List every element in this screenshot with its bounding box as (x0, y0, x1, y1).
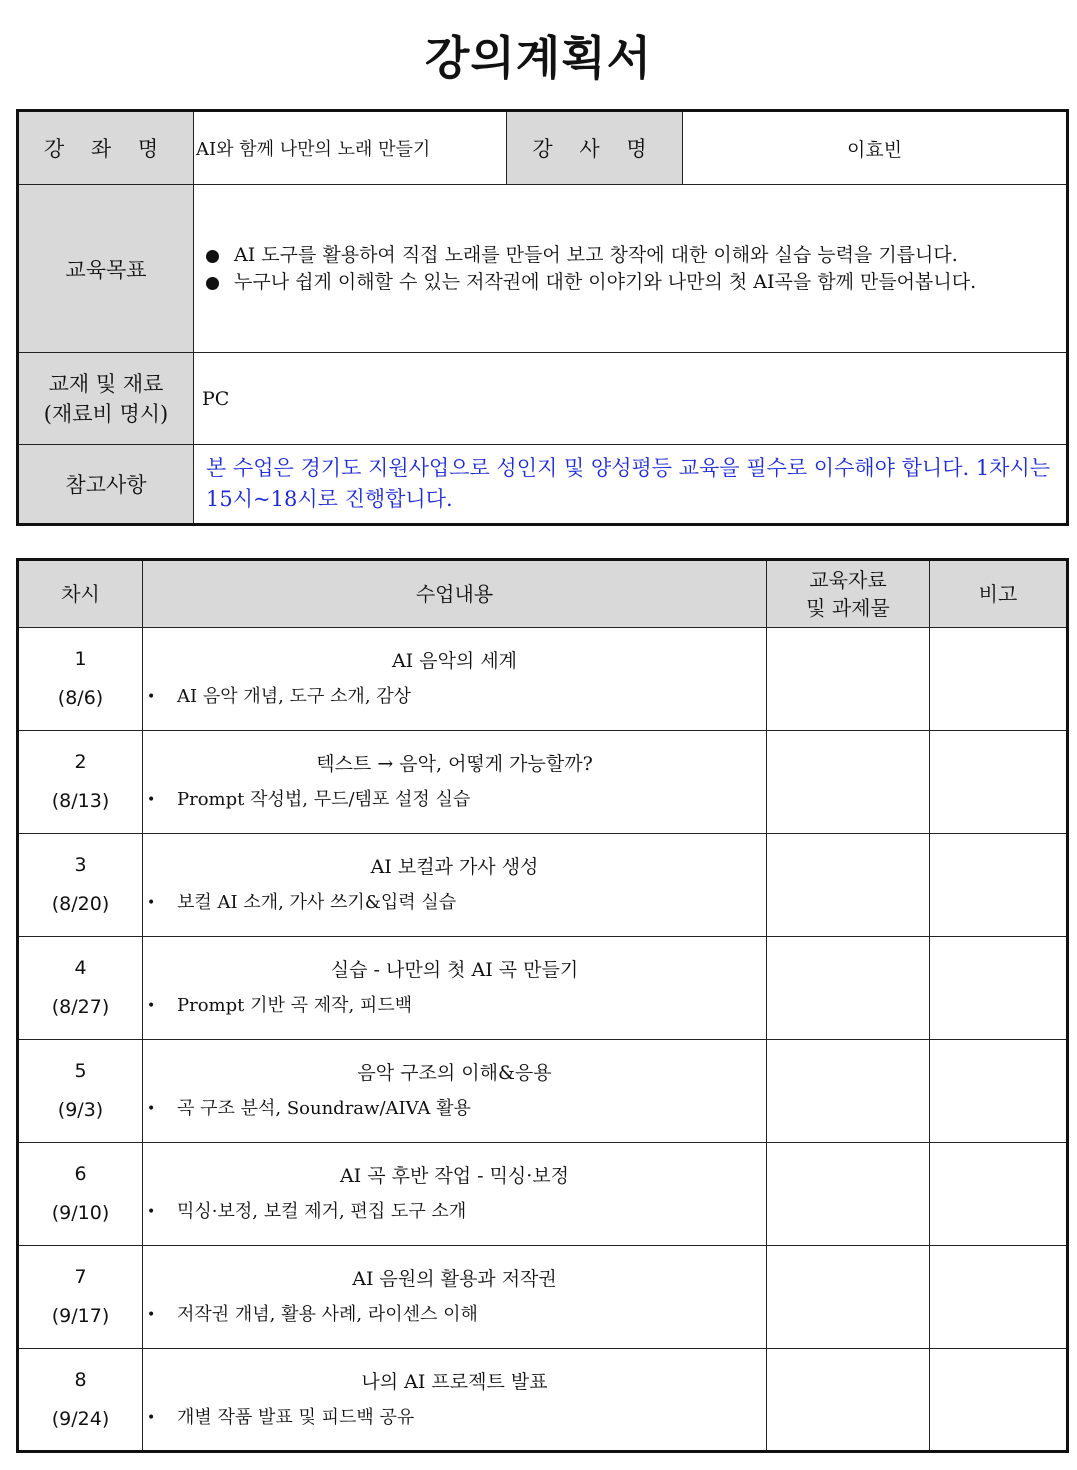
materials-cell (767, 937, 930, 1040)
goal-item: AI 도구를 활용하여 직접 노래를 만들어 보고 창작에 대한 이해와 실습 능력을 기릅니다. (202, 242, 1056, 269)
instructor-value: 이효빈 (683, 111, 1068, 185)
materials-cell (767, 1349, 930, 1452)
session-number: 7 (74, 1266, 87, 1288)
remarks-cell (930, 1349, 1068, 1452)
content-title: 실습 - 나만의 첫 AI 곡 만들기 (330, 959, 579, 981)
table-row (18, 1143, 1068, 1246)
session-cell (18, 834, 143, 937)
materials-cell (767, 1143, 930, 1246)
content-cell (143, 628, 767, 731)
page-title: 강의계획서 (424, 31, 653, 85)
session-date: (9/17) (51, 1305, 110, 1327)
session-date: (8/6) (57, 687, 104, 709)
session-number: 4 (74, 957, 87, 979)
materials-value: PC (194, 353, 1068, 445)
session-cell (18, 1349, 143, 1452)
session-date: (8/13) (51, 790, 110, 812)
remarks-cell (930, 1246, 1068, 1349)
remarks-cell (930, 1040, 1068, 1143)
table-row (18, 1040, 1068, 1143)
schedule-table (16, 558, 1069, 1453)
session-cell (18, 731, 143, 834)
content-detail: • 개별 작품 발표 및 피드백 공유 (143, 1400, 766, 1436)
session-number: 1 (74, 648, 87, 670)
goal-item: 누구나 쉽게 이해할 수 있는 저작권에 대한 이야기와 나만의 첫 AI곡을 함께 만들어봅니다. (202, 269, 1056, 296)
table-row (18, 834, 1068, 937)
session-cell (18, 1040, 143, 1143)
table-row (18, 937, 1068, 1040)
content-header: 수업내용 (143, 560, 767, 628)
remarks-cell (930, 731, 1068, 834)
content-cell (143, 1143, 767, 1246)
session-number: 5 (74, 1060, 87, 1082)
table-row (18, 1349, 1068, 1452)
remarks-cell (930, 1143, 1068, 1246)
session-date: (9/24) (51, 1407, 110, 1430)
course-name-value: AI와 함께 나만의 노래 만들기 (194, 111, 507, 185)
content-title: AI 음악의 세계 (391, 650, 518, 672)
table-row (18, 731, 1068, 834)
content-cell (143, 1349, 767, 1452)
materials-header (767, 560, 930, 628)
session-number: 2 (74, 751, 87, 773)
content-cell (143, 1246, 767, 1349)
content-detail: • 보컬 AI 소개, 가사 쓰기&입력 실습 (143, 885, 766, 921)
content-cell (143, 834, 767, 937)
materials-label-line2: (재료비 명시) (43, 401, 169, 426)
session-date: (8/20) (51, 893, 110, 915)
content-title: 텍스트 → 음악, 어떻게 가능할까? (316, 753, 593, 775)
session-header: 차시 (18, 560, 143, 628)
instructor-label: 강 사 명 (507, 111, 683, 185)
course-name-label: 강 좌 명 (18, 111, 194, 185)
materials-cell (767, 834, 930, 937)
note-value: 본 수업은 경기도 지원사업으로 성인지 및 양성평등 교육을 필수로 이수해야 합니다. 1차시는 15시~18시로 진행합니다. (194, 445, 1068, 525)
content-title: AI 곡 후반 작업 - 믹싱·보정 (339, 1165, 570, 1187)
remarks-cell (930, 628, 1068, 731)
content-cell (143, 731, 767, 834)
goal-list (194, 242, 1066, 296)
remarks-cell (930, 937, 1068, 1040)
session-cell (18, 1246, 143, 1349)
content-detail: • AI 음악 개념, 도구 소개, 감상 (143, 679, 766, 715)
content-detail: • 저작권 개념, 활용 사례, 라이센스 이해 (143, 1297, 766, 1333)
materials-cell (767, 628, 930, 731)
content-title: 음악 구조의 이해&응용 (357, 1062, 552, 1084)
materials-label-line1: 교재 및 재료 (48, 371, 164, 396)
session-date: (8/27) (51, 996, 110, 1018)
content-detail: • 믹싱·보정, 보컬 제거, 편집 도구 소개 (143, 1194, 766, 1230)
schedule-header-row (18, 560, 1068, 628)
session-cell (18, 1143, 143, 1246)
course-row (18, 111, 1068, 185)
goal-value (194, 185, 1068, 353)
content-cell (143, 1040, 767, 1143)
note-label: 참고사항 (18, 445, 194, 525)
goal-label: 교육목표 (18, 185, 194, 353)
content-title: AI 보컬과 가사 생성 (370, 856, 539, 878)
session-cell (18, 628, 143, 731)
remarks-header: 비고 (930, 560, 1068, 628)
course-info-table (16, 109, 1069, 526)
goal-row (18, 185, 1068, 353)
materials-row (18, 353, 1068, 445)
content-detail: • 곡 구조 분석, Soundraw/AIVA 활용 (143, 1091, 766, 1127)
content-title: AI 음원의 활용과 저작권 (352, 1268, 557, 1290)
content-detail: • Prompt 작성법, 무드/템포 설정 실습 (143, 782, 766, 818)
content-detail: • Prompt 기반 곡 제작, 피드백 (143, 988, 766, 1024)
materials-cell (767, 731, 930, 834)
content-cell (143, 937, 767, 1040)
remarks-cell (930, 834, 1068, 937)
table-row (18, 1246, 1068, 1349)
session-number: 3 (74, 854, 87, 876)
session-date: (9/10) (51, 1202, 110, 1224)
session-cell (18, 937, 143, 1040)
materials-cell (767, 1246, 930, 1349)
note-row (18, 445, 1068, 525)
content-title: 나의 AI 프로젝트 발표 (361, 1370, 548, 1393)
materials-header-line2: 및 과제물 (806, 596, 890, 620)
materials-label (18, 353, 194, 445)
session-number: 8 (74, 1368, 87, 1391)
session-number: 6 (74, 1163, 87, 1185)
session-date: (9/3) (57, 1099, 104, 1121)
materials-header-line1: 교육자료 (809, 568, 887, 592)
materials-cell (767, 1040, 930, 1143)
table-row (18, 628, 1068, 731)
